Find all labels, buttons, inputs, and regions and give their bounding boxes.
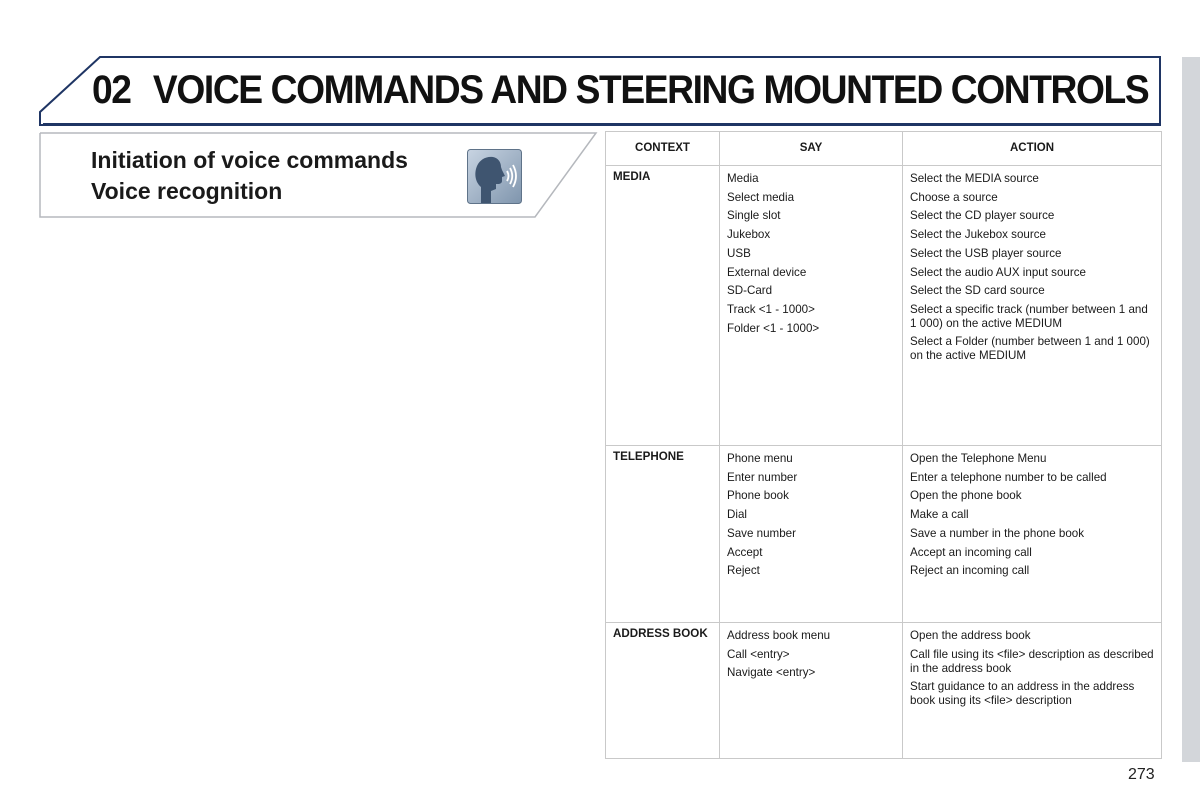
- say-item: Media: [727, 172, 759, 185]
- speaking-head-icon: [467, 149, 522, 204]
- table-row-telephone: [606, 446, 1162, 623]
- say-item: Navigate <entry>: [727, 666, 816, 680]
- say-item: USB: [727, 246, 751, 260]
- action-item: Select the Jukebox source: [910, 228, 1046, 242]
- action-item: Reject an incoming call: [910, 564, 1030, 578]
- say-item: Accept: [727, 545, 763, 559]
- say-item: Reject: [727, 564, 760, 578]
- action-item: Start guidance to an address in the address book using its <file> description: [910, 679, 1135, 707]
- say-cell: [720, 446, 903, 623]
- say-item: External device: [727, 265, 807, 279]
- say-item: Call <entry>: [727, 647, 790, 661]
- say-item: Enter number: [727, 470, 798, 484]
- action-item: Select the USB player source: [910, 246, 1062, 260]
- action-item: Open the Telephone Menu: [910, 452, 1047, 465]
- say-item: Phone book: [727, 489, 789, 503]
- action-cell: [903, 446, 1162, 623]
- say-cell: [720, 623, 903, 759]
- say-item: Single slot: [727, 209, 781, 223]
- page-number: 273: [1128, 766, 1155, 783]
- action-item: Enter a telephone number to be called: [910, 470, 1107, 484]
- action-item: Save a number in the phone book: [910, 526, 1085, 540]
- action-item: Accept an incoming call: [910, 545, 1032, 559]
- say-item: Phone menu: [727, 452, 793, 465]
- action-cell: [903, 166, 1162, 446]
- section-title-line-2: Voice recognition: [91, 178, 283, 204]
- table-header-row: [606, 132, 1162, 166]
- column-header-context: CONTEXT: [606, 132, 720, 166]
- action-item: Call file using its <file> description as described in the address book: [910, 647, 1154, 676]
- section-title: [91, 145, 408, 207]
- say-cell: [720, 166, 903, 446]
- say-item: Dial: [727, 508, 747, 522]
- action-item: Select the SD card source: [910, 284, 1045, 298]
- say-item: SD-Card: [727, 284, 773, 298]
- say-item: Save number: [727, 526, 796, 540]
- action-item: Select a Folder (number between 1 and 1 000) on the active MEDIUM: [910, 334, 1150, 363]
- say-item: Folder <1 - 1000>: [727, 321, 820, 335]
- say-item: Jukebox: [727, 228, 771, 242]
- say-item: Track <1 - 1000>: [727, 302, 815, 316]
- action-item: Select the audio AUX input source: [910, 265, 1086, 279]
- context-cell: TELEPHONE: [606, 446, 720, 623]
- say-item: Address book menu: [727, 629, 831, 642]
- action-item: Open the phone book: [910, 489, 1022, 503]
- column-header-action: ACTION: [903, 132, 1162, 166]
- table-row-media: [606, 166, 1162, 446]
- table-row-address-book: [606, 623, 1162, 759]
- action-item: Select the MEDIA source: [910, 172, 1039, 185]
- action-item: Choose a source: [910, 190, 998, 204]
- action-item: Select the CD player source: [910, 209, 1055, 223]
- section-title-line-1: Initiation of voice commands: [91, 147, 408, 173]
- voice-commands-table: [605, 131, 1162, 759]
- side-tab-bar: [1182, 57, 1200, 762]
- chapter-number: 02: [92, 68, 131, 112]
- say-item: Select media: [727, 190, 795, 204]
- action-item: Open the address book: [910, 629, 1031, 642]
- context-cell: MEDIA: [606, 166, 720, 446]
- context-cell: ADDRESS BOOK: [606, 623, 720, 759]
- action-item: Select a specific track (number between 1 and 1 000) on the active MEDIUM: [910, 302, 1148, 331]
- chapter-title-text: VOICE COMMANDS AND STEERING MOUNTED CONTROLS: [152, 68, 1149, 112]
- action-cell: [903, 623, 1162, 759]
- column-header-say: SAY: [720, 132, 903, 166]
- action-item: Make a call: [910, 508, 969, 522]
- chapter-title: [92, 68, 1148, 113]
